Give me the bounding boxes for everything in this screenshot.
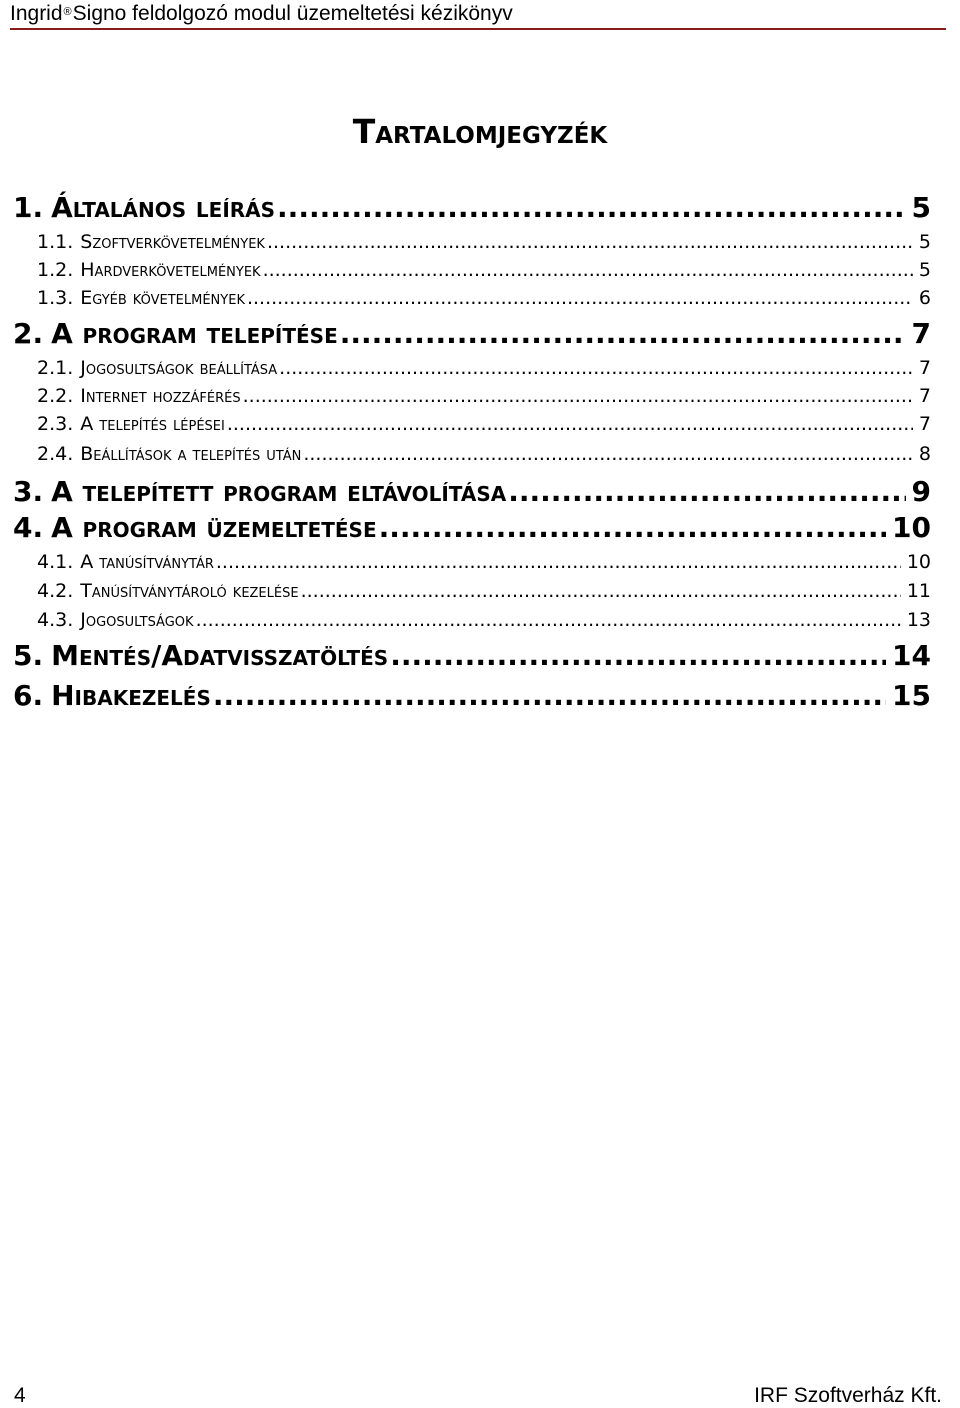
toc-entry-title: Általános leírás	[51, 191, 276, 224]
toc-dot-leader	[279, 355, 913, 381]
toc-entry-page: 5	[918, 259, 931, 281]
toc-entry[interactable]	[13, 355, 931, 381]
toc-entry-number: 4.2.	[37, 580, 74, 602]
toc-dot-leader	[243, 383, 913, 409]
toc-entry-number: 6.	[13, 679, 44, 712]
toc-entry-title: Tanúsítványtároló kezelése	[80, 580, 299, 602]
toc-entry-page: 8	[918, 443, 931, 465]
toc-entry-page: 7	[918, 413, 931, 435]
toc-entry-page: 7	[911, 317, 931, 350]
toc-entry-title: Hardverkövetelmények	[80, 259, 261, 281]
toc-entry-page: 9	[911, 475, 931, 508]
page-header	[10, 2, 946, 30]
toc-dot-leader	[267, 229, 913, 255]
toc-entry[interactable]	[13, 510, 931, 546]
toc-dot-leader	[196, 607, 901, 633]
registered-mark: ®	[63, 6, 72, 18]
toc-entry-title: Szoftverkövetelmények	[80, 231, 265, 253]
toc-entry-page: 15	[892, 679, 931, 712]
toc-dot-leader	[277, 190, 905, 226]
toc-entry[interactable]	[13, 411, 931, 437]
toc-entry-number: 4.1.	[37, 551, 74, 573]
toc-dot-leader	[301, 578, 901, 604]
toc-entry-number: 2.	[13, 317, 44, 350]
toc-entry-title: A telepített program eltávolítása	[51, 475, 507, 508]
toc-entry-number: 1.3.	[37, 287, 74, 309]
toc-entry-page: 10	[906, 551, 931, 573]
toc-entry-title: A tanúsítványtár	[80, 551, 214, 573]
toc-entry[interactable]	[13, 229, 931, 255]
toc-entry[interactable]	[13, 678, 931, 714]
header-title-part2: Signo feldolgozó modul üzemeltetési kézikönyv	[72, 2, 513, 25]
toc-heading: Tartalomjegyzék	[352, 112, 608, 151]
toc-entry-title: Internet hozzáférés	[80, 385, 241, 407]
footer-company: IRF Szoftverház Kft.	[754, 1384, 942, 1407]
toc-entry-number: 1.	[13, 191, 44, 224]
header-title-part1: Ingrid	[10, 2, 63, 25]
toc-entry-page: 14	[892, 639, 931, 672]
toc-dot-leader	[340, 316, 906, 352]
toc-entry-number: 2.3.	[37, 413, 74, 435]
toc-entry[interactable]	[13, 549, 931, 575]
toc-entry-title: A program telepítése	[51, 317, 338, 350]
toc-entry-title: Beállítások a telepítés után	[80, 443, 302, 465]
toc-entry-page: 7	[918, 357, 931, 379]
toc-entry-number: 3.	[13, 475, 44, 508]
toc-dot-leader	[213, 678, 886, 714]
toc-entry-title: Jogosultságok beállítása	[80, 357, 278, 379]
toc-entry-title: A program üzemeltetése	[51, 511, 377, 544]
toc-entry[interactable]	[13, 607, 931, 633]
toc-entry-number: 2.2.	[37, 385, 74, 407]
toc-dot-leader	[216, 549, 901, 575]
toc-dot-leader	[379, 510, 886, 546]
toc-dot-leader	[390, 638, 886, 674]
toc-entry-page: 7	[918, 385, 931, 407]
toc-entry-page: 11	[906, 580, 931, 602]
toc-entry-title: Jogosultságok	[80, 609, 194, 631]
toc-entry-page: 5	[918, 231, 931, 253]
toc-entry-title: Egyéb követelmények	[80, 287, 245, 309]
toc-entry-number: 2.4.	[37, 443, 74, 465]
toc-entry-number: 4.	[13, 511, 44, 544]
toc-entry-number: 1.2.	[37, 259, 74, 281]
toc-entry-number: 2.1.	[37, 357, 74, 379]
toc-entry-number: 5.	[13, 639, 44, 672]
toc-entry-page: 5	[911, 191, 931, 224]
toc-entry[interactable]	[13, 383, 931, 409]
toc-entry-page: 6	[918, 287, 931, 309]
toc-entry[interactable]	[13, 474, 931, 510]
footer-page-number: 4	[14, 1384, 26, 1407]
toc-entry[interactable]	[13, 441, 931, 467]
toc-entry[interactable]	[13, 190, 931, 226]
toc-entry-title: A telepítés lépései	[80, 413, 225, 435]
toc-dot-leader	[263, 257, 913, 283]
toc-entry-number: 1.1.	[37, 231, 74, 253]
toc-entry-page: 13	[906, 609, 931, 631]
toc-entry-number: 4.3.	[37, 609, 74, 631]
toc-dot-leader	[227, 411, 913, 437]
toc-entry[interactable]	[13, 638, 931, 674]
toc-entry[interactable]	[13, 578, 931, 604]
toc-entry[interactable]	[13, 257, 931, 283]
toc-entry-page: 10	[892, 511, 931, 544]
toc-entry[interactable]	[13, 316, 931, 352]
toc-dot-leader	[303, 441, 913, 467]
toc-entry-title: Hibakezelés	[51, 679, 211, 712]
toc-entry-title: Mentés/Adatvisszatöltés	[51, 639, 389, 672]
toc-entry[interactable]	[13, 285, 931, 311]
toc-dot-leader	[247, 285, 913, 311]
toc-dot-leader	[508, 474, 905, 510]
